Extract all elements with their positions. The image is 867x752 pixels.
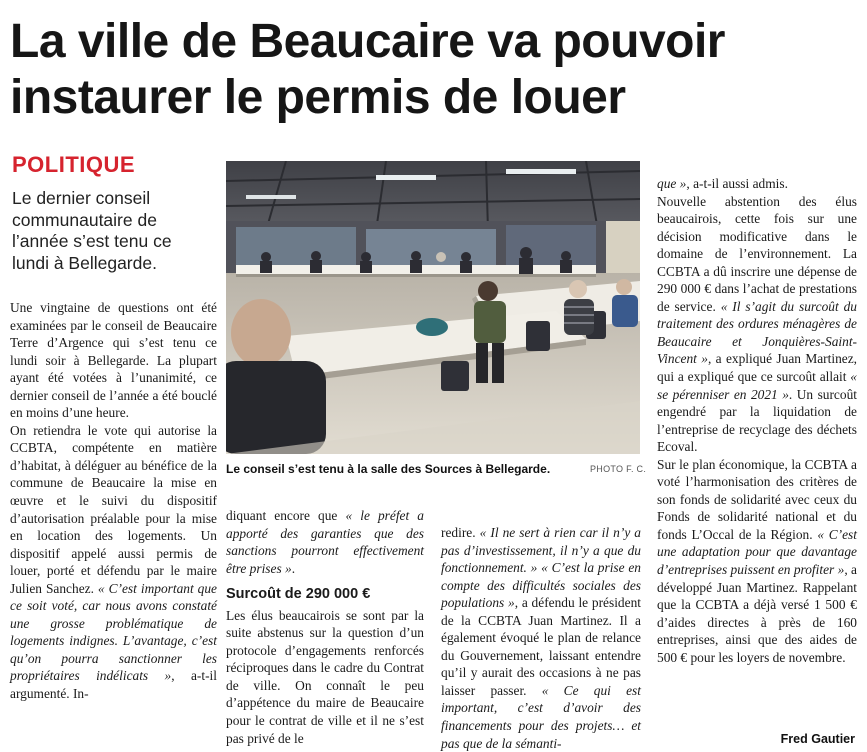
paragraph-text: , a expliqué Juan Martinez, qui a expliqué que ce surcoût allait [657, 351, 857, 385]
photo-caption: Le conseil s’est tenu à la salle des Sources à Bellegarde. [226, 462, 551, 476]
quote: « le préfet a apporté des garanties que des sanctions pourront effectivement être prises » [226, 508, 424, 576]
article-column-1 [10, 299, 217, 703]
quote: « C’est important que ce soit voté, car nous avons constaté une grosse problématique de logements indignes. L’avantage, c’est qu’on pourra sanctionner les propriétaires indélicats » [10, 580, 217, 684]
paragraph [657, 456, 857, 667]
article-column-4 [657, 175, 857, 666]
quote: « Il s’agit du surcoût du traitement des ordures ménagères de Beaucaire et Jonquières-Saint-Vincent » [657, 298, 857, 367]
paragraph-text: , a-t-il argumenté. In- [10, 668, 217, 702]
paragraph-text: . [291, 560, 296, 576]
paragraph-text: redire. [441, 525, 480, 540]
paragraph [657, 193, 857, 456]
author-byline: Fred Gautier [780, 732, 855, 746]
subheading: Surcoût de 290 000 € [226, 586, 371, 603]
quote: « C’est une adaptation pour que davantage d’entreprises puissent en profiter » [657, 526, 857, 578]
article-lede: Le dernier conseil communautaire de l’année s’est tenu ce lundi à Bellegarde. [12, 188, 172, 273]
quote: « Ce qui est important, c’est d’avoir des financements pour des projets… et pas que de la sémanti- [441, 682, 641, 751]
article-headline: La ville de Beaucaire va pouvoir instaurer le permis de louer [10, 15, 725, 124]
paragraph [226, 507, 424, 577]
paragraph-text: Les élus beaucairois se sont par la suite abstenus sur la question d’un protocole d’engagements renforcés réciproques dans le cadre du Contrat de ville. On connaît le peu d’appétence du maire de Beaucaire pour le contrat de ville et il ne s’est pas privé de le [226, 607, 424, 746]
paragraph-text: diquant encore que [226, 508, 346, 523]
quote: « se pérenniser en 2021 » [657, 369, 857, 402]
paragraph-text: Sur le plan économique, la CCBTA a voté l’harmonisation des critères de son fonds de solidarité avec ceux du Fonds de solidarité national et du fonds L’Occal de la Région. [657, 456, 857, 542]
article-photo [226, 161, 640, 454]
photo-credit: PHOTO F. C. [590, 464, 647, 474]
section-tag: POLITIQUE [12, 152, 136, 177]
quote: « Il ne sert à rien car il n’y a pas d’investissement, il n’y a que du fonctionnement. » « C’est la prise en compte des difficultés sociales des populations » [441, 525, 642, 611]
paragraph-text: , a développé Juan Martinez. Rappelant que la CCBTA a déjà versé 1 500 € d’aides directes à près de 160 entreprises, ainsi que des aides de 500 € pour les loyers de novembre. [657, 562, 857, 665]
quote: que » [657, 176, 687, 191]
paragraph-text: . Un surcoût engendré par la liquidation de l’entreprise de recyclage des déchets Ecoval. [657, 386, 857, 455]
article-column-3 [441, 524, 641, 752]
article-column-2 [226, 507, 424, 747]
paragraph [10, 299, 217, 422]
paragraph-text: Nouvelle abstention des élus beaucairois, cette fois sur une décision modificative dans le domaine de l’environnement. La CCBTA a dû inscrire une dépense de 290 000 € dans l’achat de prestations de service. [657, 193, 857, 314]
paragraph [10, 422, 217, 703]
paragraph [657, 175, 857, 193]
paragraph-text: , a-t-il aussi admis. [686, 176, 788, 191]
meeting-hall-illustration [226, 161, 640, 454]
paragraph-text: Une vingtaine de questions ont été examinées par le conseil de Beaucaire Terre d’Argence qui s’est tenu ce lundi soir à Bellegarde. La plupart ayant été votées à l’unanimité, ce dernier conseil de l’année a été bouclé en moins d’une heure. [10, 300, 217, 421]
paragraph-text: , a défendu le président de la CCBTA Juan Martinez. Il a également évoqué le plan de relance du Gouvernement, laissant entendre qu’il y aurait des occasions à ne pas laisser passer. [441, 595, 641, 698]
paragraph-text: On retiendra le vote qui autorise la CCBTA, compétente en matière d’habitat, à déléguer au bénéfice de la commune de Beaucaire la mise en œuvre et le suivi du dispositif d’autorisation préalable pour la mise en location des logements. Un dispositif appelé aussi permis de louer, porté et défendu par le maire Julien Sanchez. [10, 422, 217, 596]
paragraph [226, 607, 424, 747]
paragraph [441, 524, 641, 752]
